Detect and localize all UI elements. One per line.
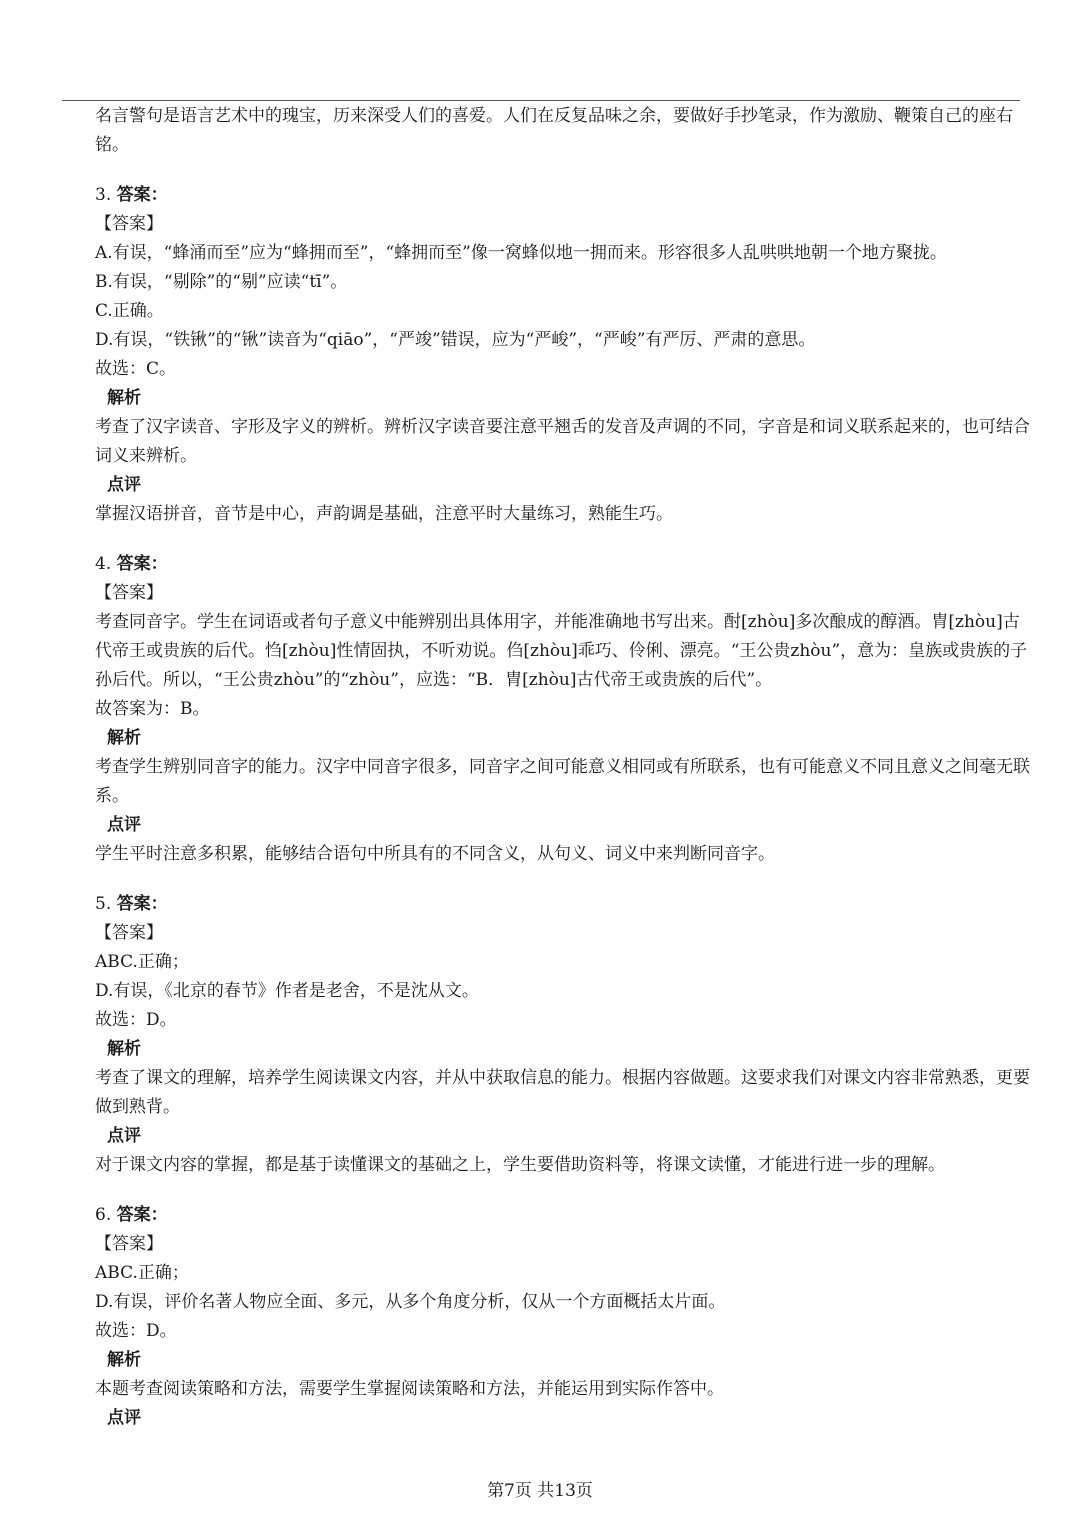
question-heading — [95, 550, 1035, 579]
comment-heading: 点评 — [107, 1126, 141, 1146]
analysis-text: 本题考查阅读策略和方法，需要学生掌握阅读策略和方法，并能运用到实际作答中。 — [95, 1379, 724, 1399]
intro-paragraph: 名言警句是语言艺术中的瑰宝，历来深受人们的喜爱。人们在反复品味之余，要做好手抄笔录，作为激励、鞭策自己的座右铭。 — [95, 106, 1013, 155]
question-number: 5. — [95, 894, 112, 914]
page-content — [95, 102, 1035, 1433]
answer-tag: 【答案】 — [95, 583, 163, 603]
question-block-5 — [95, 890, 1035, 1180]
analysis-heading: 解析 — [107, 728, 141, 748]
answer-line: 故选：C。 — [95, 359, 177, 379]
answer-line: ABC.正确； — [95, 1263, 189, 1283]
answer-line: ABC.正确； — [95, 952, 189, 972]
comment-text: 对于课文内容的掌握，都是基于读懂课文的基础之上，学生要借助资料等，将课文读懂，才能进行进一步的理解。 — [95, 1155, 945, 1175]
answer-tag: 【答案】 — [95, 1234, 163, 1254]
answer-tag: 【答案】 — [95, 214, 163, 234]
comment-text: 学生平时注意多积累，能够结合语句中所具有的不同含义，从句义、词义中来判断同音字。 — [95, 844, 775, 864]
question-block-3 — [95, 181, 1035, 529]
analysis-heading: 解析 — [107, 1350, 141, 1370]
analysis-heading: 解析 — [107, 388, 141, 408]
question-heading — [95, 181, 1035, 210]
answer-line: D.有误，评价名著人物应全面、多元，从多个角度分析，仅从一个方面概括太片面。 — [95, 1292, 726, 1312]
page-footer: 第7页 共13页 — [487, 1481, 593, 1501]
header-rule — [62, 100, 1020, 101]
comment-heading: 点评 — [107, 475, 141, 495]
question-number: 4. — [95, 554, 112, 574]
question-block-4 — [95, 550, 1035, 869]
analysis-text: 考查了汉字读音、字形及字义的辨析。辨析汉字读音要注意平翘舌的发音及声调的不同，字音是和词义联系起来的，也可结合词义来辨析。 — [95, 417, 1030, 466]
analysis-text: 考查了课文的理解，培养学生阅读课文内容，并从中获取信息的能力。根据内容做题。这要求我们对课文内容非常熟悉，更要做到熟背。 — [95, 1068, 1030, 1117]
analysis-text: 考查学生辨别同音字的能力。汉字中同音字很多，同音字之间可能意义相同或有所联系，也有可能意义不同且意义之间毫无联系。 — [95, 757, 1030, 806]
answer-label: 答案： — [116, 1205, 168, 1225]
answer-line: D.有误，“铁锹”的“锹”读音为“qiāo”，“严竣”错误，应为“严峻”，“严峻”有严厉、严肃的意思。 — [95, 330, 816, 350]
answer-line: D.有误，《北京的春节》作者是老舍，不是沈从文。 — [95, 981, 479, 1001]
answer-line: A.有误，“蜂涌而至”应为“蜂拥而至”，“蜂拥而至”像一窝蜂似地一拥而来。形容很多人乱哄哄地朝一个地方聚拢。 — [95, 243, 947, 263]
answer-line: 故选：D。 — [95, 1010, 177, 1030]
answer-tag: 【答案】 — [95, 923, 163, 943]
comment-text: 掌握汉语拼音，音节是中心，声韵调是基础，注意平时大量练习，熟能生巧。 — [95, 504, 673, 524]
answer-label: 答案： — [116, 894, 168, 914]
answer-line: 故选：D。 — [95, 1321, 177, 1341]
answer-label: 答案： — [116, 185, 168, 205]
question-heading — [95, 890, 1035, 919]
question-number: 3. — [95, 185, 112, 205]
comment-heading: 点评 — [107, 815, 141, 835]
answer-line: C.正确。 — [95, 301, 164, 321]
question-heading — [95, 1201, 1035, 1230]
answer-line: B.有误，“剔除”的“剔”应读“tī”。 — [95, 272, 348, 292]
comment-heading: 点评 — [107, 1408, 141, 1428]
answer-line: 考查同音字。学生在词语或者句子意义中能辨别出具体用字，并能准确地书写出来。酎[zhòu]多次酿成的醇酒。胄[zhòu]古代帝王或贵族的后代。㤘[zhòu]性情固执，不听劝说。㑇[zhòu]乖巧、伶俐、漂亮。“王公贵zhòu”，意为：皇族或贵族的子孙后代。所以，“王公贵zhòu”的“zhòu”，应选：“B．胄[zhòu]古代帝王或贵族的后代”。 — [95, 612, 1028, 690]
analysis-heading: 解析 — [107, 1039, 141, 1059]
question-block-6 — [95, 1201, 1035, 1433]
question-number: 6. — [95, 1205, 112, 1225]
answer-label: 答案： — [116, 554, 168, 574]
answer-line: 故答案为：B。 — [95, 699, 210, 719]
